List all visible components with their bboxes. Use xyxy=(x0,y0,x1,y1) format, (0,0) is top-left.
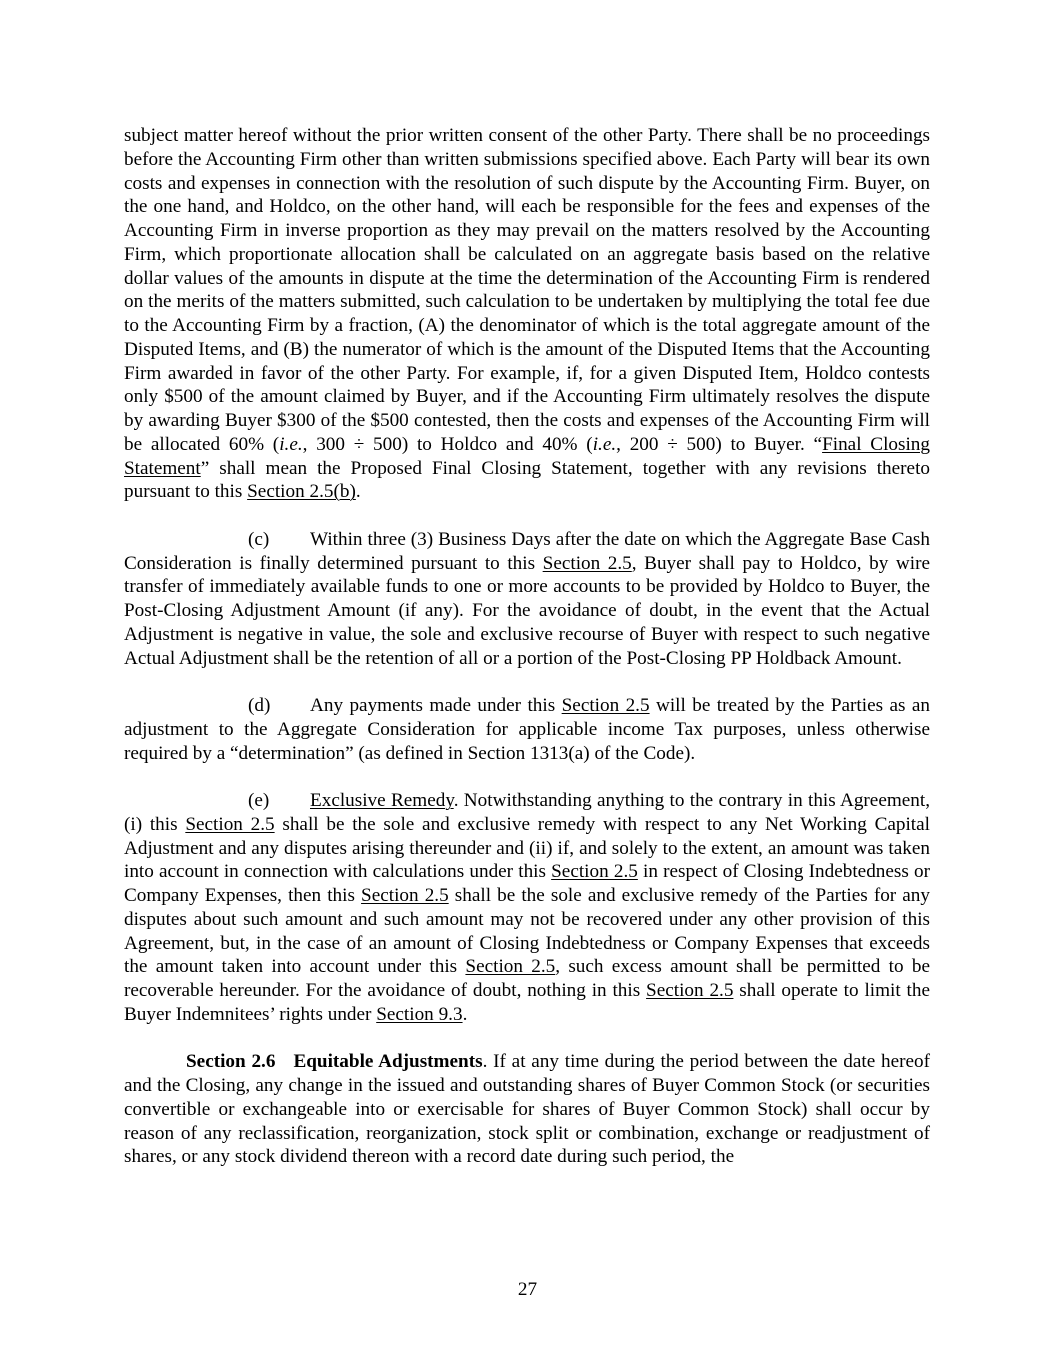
paragraph-text: shall be the sole and exclusive remedy of the Parties for any disputes about such amount and such amount may not be recovered under any other provision of this Agreement, but, in the case of an amount of Closing Indebtedness or Company Expenses that exceeds the amount taken into account under this xyxy=(124,885,930,978)
paragraph-e xyxy=(124,789,930,1027)
section-reference[interactable]: Section 9.3 xyxy=(376,1003,463,1025)
paragraph-d xyxy=(124,694,930,765)
section-reference[interactable]: Section 2.5(b) xyxy=(247,481,356,503)
section-2-6-paragraph xyxy=(124,1050,930,1169)
paragraph-text: subject matter hereof without the prior written consent of the other Party. There shall be no proceedings before the Accounting Firm other than written submissions specified above. Each Party will bear its own costs and expenses in connection with the resolution of such dispute by the Accounting Firm. Buyer, on the one hand, and Holdco, on the other hand, will each be responsible for the fees and expenses of the Accounting Firm in inverse proportion as they may prevail on the matters resolved by the Accounting Firm, which proportionate allocation shall be calculated on an aggregate basis based on the relative dollar values of the amounts in dispute at the time the determination of the Accounting Firm is rendered on the merits of the matters submitted, such calculation to be undertaken by multiplying the total fee due to the Accounting Firm by a fraction, (A) the denominator of which is the total aggregate amount of the Disputed Items, and (B) the numerator of which is the amount of the Disputed Items that the Accounting Firm awarded in favor of the other Party. For example, if, for a given Disputed Item, Holdco contests only $500 of the amount claimed by Buyer, and if the Accounting Firm ultimately resolves the dispute by awarding Buyer $300 of the $500 contested, then the costs and expenses of the Accounting Firm will be allocated 60% ( xyxy=(124,125,930,455)
paragraph-text: Within three (3) Business Days after the date on which the Aggregate Base Cash Consideration is finally determined pursuant to this xyxy=(124,528,930,574)
subsection-label: (d) xyxy=(248,695,271,716)
section-reference[interactable]: Section 2.5 xyxy=(361,885,449,906)
section-number: Section 2.6 xyxy=(186,1051,276,1073)
defined-term-final-closing-statement: Final Closing Statement xyxy=(124,433,930,479)
paragraph-text: in respect of Closing Indebtedness or Company Expenses, then this xyxy=(124,861,930,906)
subsection-heading: Exclusive Remedy xyxy=(310,790,454,811)
page-number: 27 xyxy=(517,1279,538,1300)
paragraph-text: . Notwithstanding anything to the contrary in this Agreement, (i) this xyxy=(124,790,930,835)
paragraph-b-continued xyxy=(124,124,930,504)
paragraph-text: shall operate to limit the Buyer Indemnitees’ rights under xyxy=(124,980,930,1025)
section-reference[interactable]: Section 2.5 xyxy=(185,813,275,835)
subsection-label: (c) xyxy=(248,528,270,550)
document-page xyxy=(124,124,930,1169)
paragraph-text: , 300 ÷ 500) to Holdco and 40% ( xyxy=(302,433,593,455)
paragraph-text: . xyxy=(355,481,361,503)
paragraph-text: will be treated by the Parties as an adjustment to the Aggregate Consideration for applicable income Tax purposes, unless otherwise required by a “determination” (as defined in Section 1313(a) of the Code). xyxy=(124,695,930,764)
section-reference[interactable]: Section 2.5 xyxy=(542,552,632,574)
paragraph-text: . xyxy=(462,1003,468,1025)
paragraph-text: shall be the sole and exclusive remedy with respect to any Net Working Capital Adjustment and any disputes arising thereunder and (ii) if, and solely to the extent, an amount was taken into account in connection with calculations under this xyxy=(124,813,930,883)
section-reference[interactable]: Section 2.5 xyxy=(646,980,734,1001)
section-reference[interactable]: Section 2.5 xyxy=(551,861,638,883)
section-title: Equitable Adjustments xyxy=(293,1051,483,1073)
paragraph-text: . If at any time during the period between the date hereof and the Closing, any change in the issued and outstanding shares of Buyer Common Stock (or securities convertible or exchangeable into or exercisable for shares of Buyer Common Stock) shall occur by reason of any reclassification, reorganization, stock split or combination, exchange or readjustment of shares, or any stock dividend thereon with a record date during such period, the xyxy=(124,1051,931,1168)
section-reference[interactable]: Section 2.5 xyxy=(465,956,556,978)
section-reference[interactable]: Section 2.5 xyxy=(561,695,650,716)
paragraph-text: , Buyer shall pay to Holdco, by wire transfer of immediately available funds to one or more accounts to be provided by Holdco to Buyer, the Post-Closing Adjustment Amount (if any). For the avoidance of doubt, in the event that the Actual Adjustment is negative in value, the sole and exclusive recourse of Buyer with respect to such negative Actual Adjustment shall be the retention of all or a portion of the Post-Closing PP Holdback Amount. xyxy=(124,552,930,669)
paragraph-text: ” shall mean the Proposed Final Closing Statement, together with any revisions thereto pursuant to this xyxy=(124,457,930,503)
paragraph-text: , 200 ÷ 500) to Buyer. “ xyxy=(616,433,823,455)
paragraph-text: Any payments made under this xyxy=(310,695,562,716)
paragraph-text: , such excess amount shall be permitted to be recoverable hereunder. For the avoidance of doubt, nothing in this xyxy=(124,956,930,1001)
italic-term: i.e. xyxy=(279,433,303,455)
subsection-label: (e) xyxy=(248,790,270,811)
italic-term: i.e. xyxy=(592,433,617,455)
paragraph-c xyxy=(124,528,930,671)
